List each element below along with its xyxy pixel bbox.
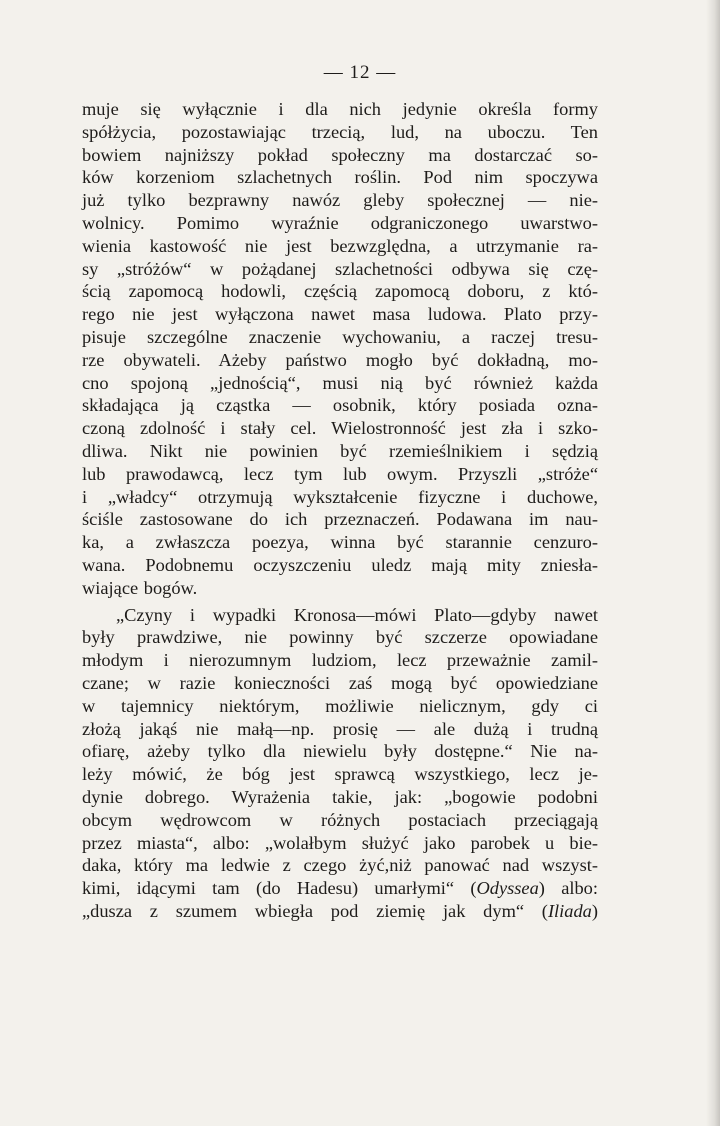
text-line: złożą jakąś nie małą—np. prosię — ale dużą i trudną (82, 718, 598, 739)
text-line: ścią zapomocą hodowli, częścią zapomocą doboru, z któ- (82, 281, 598, 302)
page-edge-shadow (706, 0, 720, 1126)
text-line: ków korzeniom szlachetnych roślin. Pod nim spoczywa (82, 167, 598, 188)
text-line: cno spojoną „jednością“, musi nią być również każda (82, 372, 598, 393)
text-line: przez miasta“, albo: „wolałbym służyć jako parobek u bie- (82, 832, 598, 853)
text-line: ściśle zastosowane do ich przeznaczeń. Podawana im nau- (82, 509, 598, 530)
text-line: rego nie jest wyłączona nawet masa ludowa. Plato przy- (82, 304, 598, 325)
text-line: i „władcy“ otrzymują wykształcenie fizyczne i duchowe, (82, 486, 598, 507)
text-line: ofiarę, ażeby tylko dla niewielu były dostępne.“ Nie na- (82, 741, 598, 762)
body-text (82, 98, 598, 923)
text-line: lub prawodawcą, lecz tym lub owym. Przyszli „stróże“ (82, 463, 598, 484)
text-line: obcym wędrowcom w różnych postaciach przeciągają (82, 809, 598, 830)
text-line: wolnicy. Pomimo wyraźnie odgraniczonego uwarstwo- (82, 212, 598, 233)
text-line: dliwa. Nikt nie powinien być rzemieślnikiem i sędzią (82, 440, 598, 461)
text-line: w tajemnicy niektórym, możliwie nielicznym, gdy ci (82, 695, 598, 716)
text-line: czane; w razie konieczności zaś mogą być opowiedziane (82, 672, 598, 693)
text-line: wana. Podobnemu oczyszczeniu uledz mają mity zniesła- (82, 554, 598, 575)
text-line: ka, a zwłaszcza poezya, winna być starannie cenzuro- (82, 532, 598, 553)
paragraph-2 (82, 604, 598, 923)
text-line: wienia kastowość nie jest bezwzględna, a utrzymanie ra- (82, 235, 598, 256)
text-line: kimi, idącymi tam (do Hadesu) umarłymi“ (Odyssea) albo: (82, 878, 598, 899)
paragraph-1 (82, 98, 598, 600)
text-line: dynie dobrego. Wyrażenia takie, jak: „bogowie podobni (82, 786, 598, 807)
text-line: wiające bogów. (82, 577, 198, 598)
text-line: leży mówić, że bóg jest sprawcą wszystkiego, lecz je- (82, 764, 598, 785)
page-number: — 12 — (323, 62, 397, 83)
text-line: daka, który ma ledwie z czego żyć,niż panować nad wszyst- (82, 855, 598, 876)
text-line: były prawdziwe, nie powinny być szczerze opowiadane (82, 627, 598, 648)
text-line: bowiem najniższy pokład społeczny ma dostarczać so- (82, 144, 598, 165)
text-line: składająca ją cząstka — osobnik, który posiada ozna- (82, 395, 598, 416)
text-line: muje się wyłącznie i dla nich jedynie określa formy (82, 99, 598, 119)
text-line: już tylko bezprawny nawóz gleby społecznej — nie- (82, 190, 598, 211)
text-line: czoną zdolność i stały cel. Wielostronność jest zła i szko- (82, 418, 598, 439)
text-line: „dusza z szumem wbiegła pod ziemię jak dym“ (Iliada) (82, 900, 598, 921)
text-line: pisuje szczególne znaczenie wychowaniu, a raczej tresu- (82, 326, 598, 347)
text-line: „Czyny i wypadki Kronosa—mówi Plato—gdyby nawet (116, 604, 598, 625)
text-line: spółżycia, pozostawiając trzecią, lud, na uboczu. Ten (82, 121, 598, 142)
text-line: rze obywateli. Ażeby państwo mogło być dokładną, mo- (82, 349, 598, 370)
text-line: sy „stróżów“ w pożądanej szlachetności odbywa się czę- (82, 258, 598, 279)
text-line: młodym i nierozumnym ludziom, lecz przeważnie zamil- (82, 650, 598, 671)
